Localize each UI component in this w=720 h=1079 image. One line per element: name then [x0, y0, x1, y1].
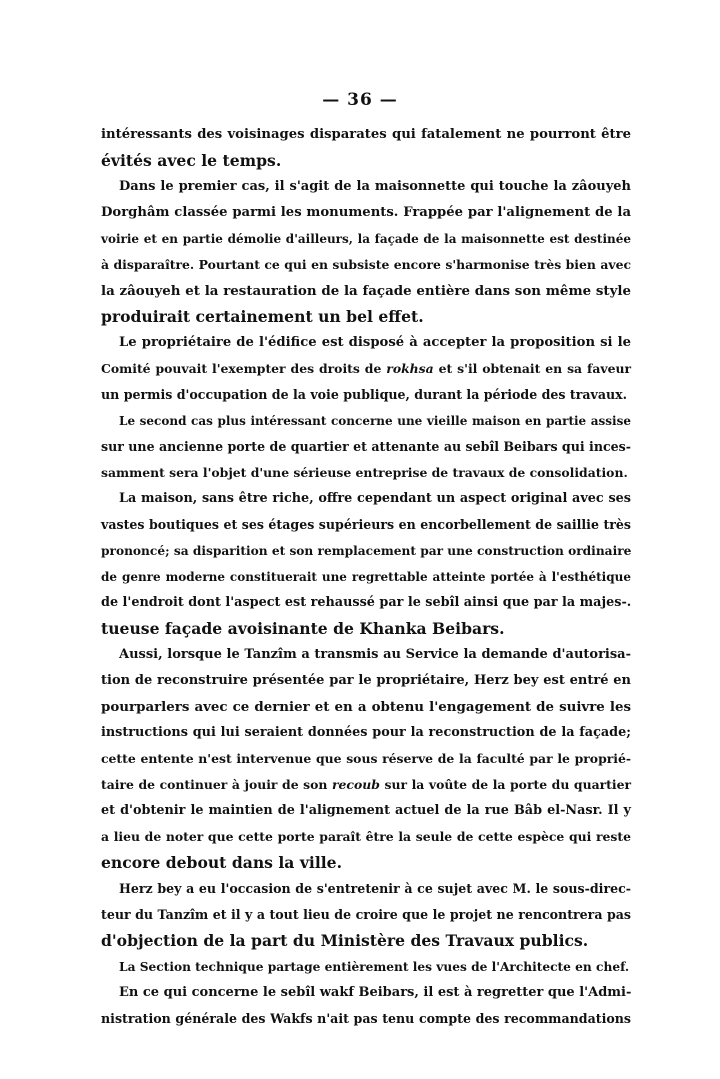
- text-line: vastes boutiques et ses étages supérieurs en encorbellement de saillie très: [101, 517, 631, 532]
- text-line: de genre moderne constituerait une regrettable atteinte portée à l'esthétique: [101, 570, 631, 584]
- text-line: [101, 772, 631, 798]
- text-line: teur du Tanzîm et il y a tout lieu de croire que le projet ne rencontrera pas: [101, 907, 631, 922]
- text-line: Dorghâm classée parmi les monuments. Frappée par l'alignement de la: [101, 205, 631, 220]
- text-line: La Section technique partage entièrement les vues de l'Architecte en chef.: [119, 960, 630, 974]
- text-line: encore debout dans la ville.: [101, 853, 343, 872]
- page-number: — 36 —: [322, 90, 398, 110]
- text-line: voirie et en partie démolie d'ailleurs, la façade de la maisonnette est destinée: [101, 232, 631, 246]
- text-line: En ce qui concerne le sebîl wakf Beibars, il est à regretter que l'Admi-: [119, 985, 632, 1000]
- text-line: a lieu de noter que cette porte paraît être la seule de cette espèce qui reste: [101, 829, 631, 844]
- italic-term: rokhsa: [386, 361, 434, 376]
- text-line: tion de reconstruire présentée par le propriétaire, Herz bey est entré en: [101, 673, 631, 688]
- text-line: samment sera l'objet d'une sérieuse entreprise de travaux de consolidation.: [101, 465, 628, 480]
- text-segment: sur la voûte de la porte du quartier: [379, 777, 631, 792]
- text-line: intéressants des voisinages disparates qui fatalement ne pourront être: [101, 127, 631, 142]
- text-line: de l'endroit dont l'aspect est rehaussé par le sebîl ainsi que par la majes-.: [101, 595, 632, 610]
- text-line: Le propriétaire de l'édifice est disposé à accepter la proposition si le: [119, 335, 631, 350]
- body-text: [101, 122, 631, 1032]
- text-line: la zâouyeh et la restauration de la façade entière dans son même style: [101, 283, 631, 299]
- text-line: sur une ancienne porte de quartier et attenante au sebîl Beibars qui inces-: [101, 439, 631, 454]
- text-line: un permis d'occupation de la voie publique, durant la période des travaux.: [101, 387, 628, 402]
- text-line: pourparlers avec ce dernier et en a obtenu l'engagement de suivre les: [101, 699, 631, 715]
- text-line: cette entente n'est intervenue que sous réserve de la faculté par le proprié-: [101, 751, 631, 766]
- text-line: évités avec le temps.: [101, 151, 282, 170]
- text-line: à disparaître. Pourtant ce qui en subsiste encore s'harmonise très bien avec: [101, 257, 631, 272]
- text-line: Herz bey a eu l'occasion de s'entretenir à ce sujet avec M. le sous-direc-: [119, 881, 631, 896]
- text-line: produirait certainement un bel effet.: [101, 307, 424, 326]
- text-line: nistration générale des Wakfs n'ait pas tenu compte des recommandations: [101, 1011, 631, 1026]
- italic-term: recoub: [332, 777, 380, 792]
- text-line: La maison, sans être riche, offre cependant un aspect original avec ses: [119, 491, 631, 506]
- text-line: Le second cas plus intéressant concerne une vieille maison en partie assise: [119, 414, 631, 428]
- text-line: d'objection de la part du Ministère des Travaux publics.: [101, 931, 589, 950]
- text-line: [101, 356, 631, 382]
- text-line: prononcé; sa disparition et son remplacement par une construction ordinaire: [101, 544, 632, 558]
- text-segment: et s'il obtenait en sa faveur: [433, 361, 631, 376]
- text-line: et d'obtenir le maintien de l'alignement actuel de la rue Bâb el-Nasr. Il y: [101, 803, 631, 818]
- text-line: Aussi, lorsque le Tanzîm a transmis au Service la demande d'autorisa-: [119, 647, 631, 662]
- text-segment: Comité pouvait l'exempter des droits de: [101, 361, 387, 376]
- text-line: Dans le premier cas, il s'agit de la maisonnette qui touche la zâouyeh: [119, 179, 631, 194]
- text-segment: taire de continuer à jouir de son: [101, 777, 332, 792]
- text-line: instructions qui lui seraient données pour la reconstruction de la façade;: [101, 725, 631, 740]
- text-line: tueuse façade avoisinante de Khanka Beibars.: [101, 619, 505, 638]
